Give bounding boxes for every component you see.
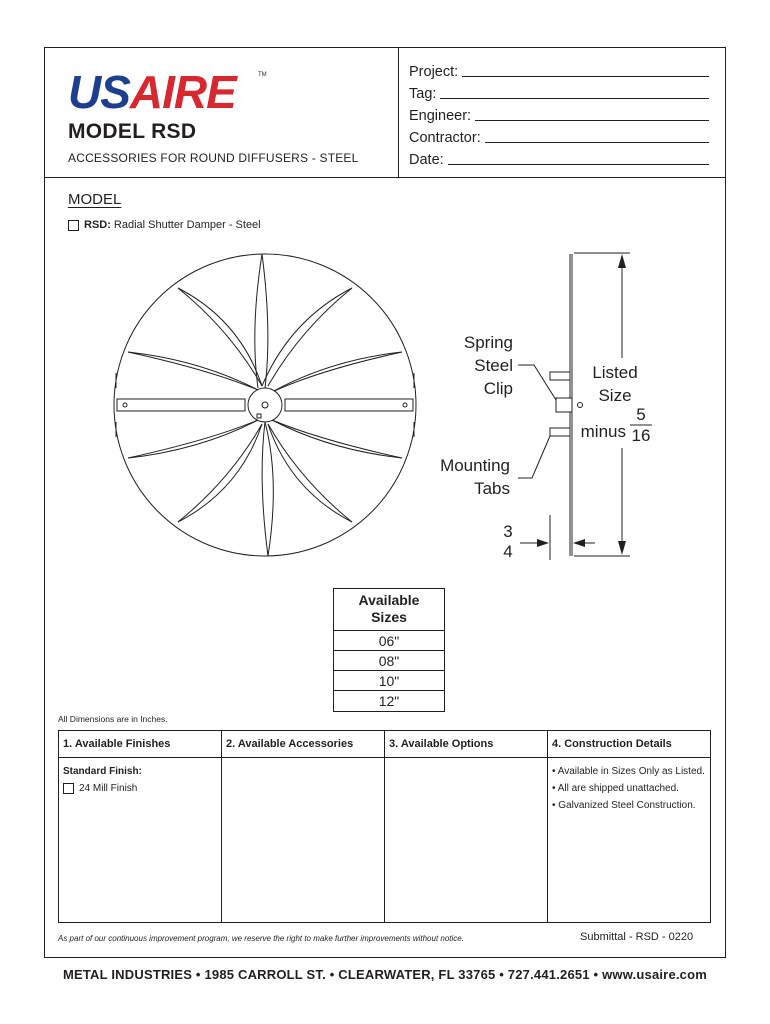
mounting-tabs-label: Mounting Tabs xyxy=(440,456,510,498)
construction-item: • All are shipped unattached. xyxy=(552,783,679,794)
contractor-label: Contractor: xyxy=(409,130,481,146)
construction-column xyxy=(548,731,710,922)
svg-text:TM: TM xyxy=(258,72,267,78)
engineer-label: Engineer: xyxy=(409,108,472,124)
sizes-heading: Available Sizes xyxy=(334,589,444,631)
options-heading: 3. Available Options xyxy=(385,731,547,758)
construction-item: • Available in Sizes Only as Listed. xyxy=(552,766,705,777)
finishes-heading: 1. Available Finishes xyxy=(59,731,221,758)
finishes-column xyxy=(59,731,222,922)
construction-item: • Galvanized Steel Construction. xyxy=(552,800,696,811)
size-row: 08" xyxy=(334,651,444,671)
svg-text:USAIRE: USAIRE xyxy=(68,66,236,114)
minus-label: minus xyxy=(580,422,626,441)
finish-option xyxy=(63,780,221,797)
project-label: Project: xyxy=(409,64,459,80)
mill-finish-checkbox[interactable] xyxy=(63,783,74,794)
model-title: MODEL RSD xyxy=(68,120,197,143)
model-heading: MODEL xyxy=(68,191,122,208)
depth-numerator: 3 xyxy=(503,522,513,541)
submittal-number: Submittal - RSD - 0220 xyxy=(580,931,694,943)
model-option-code: RSD: xyxy=(84,219,111,231)
disclaimer: As part of our continuous improvement program, we reserve the right to make further improvements without notice. xyxy=(58,934,464,943)
date-label: Date: xyxy=(409,152,444,168)
available-sizes-table xyxy=(333,588,445,712)
listed-size-label: Listed Size xyxy=(592,363,638,405)
size-row: 12" xyxy=(378,693,400,709)
standard-finish-label: Standard Finish: xyxy=(63,766,142,777)
tag-label: Tag: xyxy=(409,86,437,102)
depth-denominator: 4 xyxy=(503,542,513,561)
accessories-column xyxy=(222,731,385,922)
footer-address: METAL INDUSTRIES • 1985 CARROLL ST. • CLEARWATER, FL 33765 • 727.441.2651 • www.usaire.com xyxy=(62,967,708,982)
model-subtitle: ACCESSORIES FOR ROUND DIFFUSERS - STEEL xyxy=(68,151,359,165)
fraction-numerator: 5 xyxy=(636,405,646,424)
spring-clip-label: Spring Steel Clip xyxy=(463,333,513,398)
construction-heading: 4. Construction Details xyxy=(548,731,710,758)
options-column xyxy=(385,731,548,922)
size-row: 06" xyxy=(334,631,444,651)
dimensions-note: All Dimensions are in Inches. xyxy=(58,714,168,724)
size-row: 10" xyxy=(334,671,444,691)
accessories-heading: 2. Available Accessories xyxy=(222,731,384,758)
fraction-denominator: 16 xyxy=(631,426,651,445)
finish-option-label: 24 Mill Finish xyxy=(79,783,138,794)
details-table xyxy=(58,730,711,923)
model-option-desc: Radial Shutter Damper - Steel xyxy=(113,219,261,231)
